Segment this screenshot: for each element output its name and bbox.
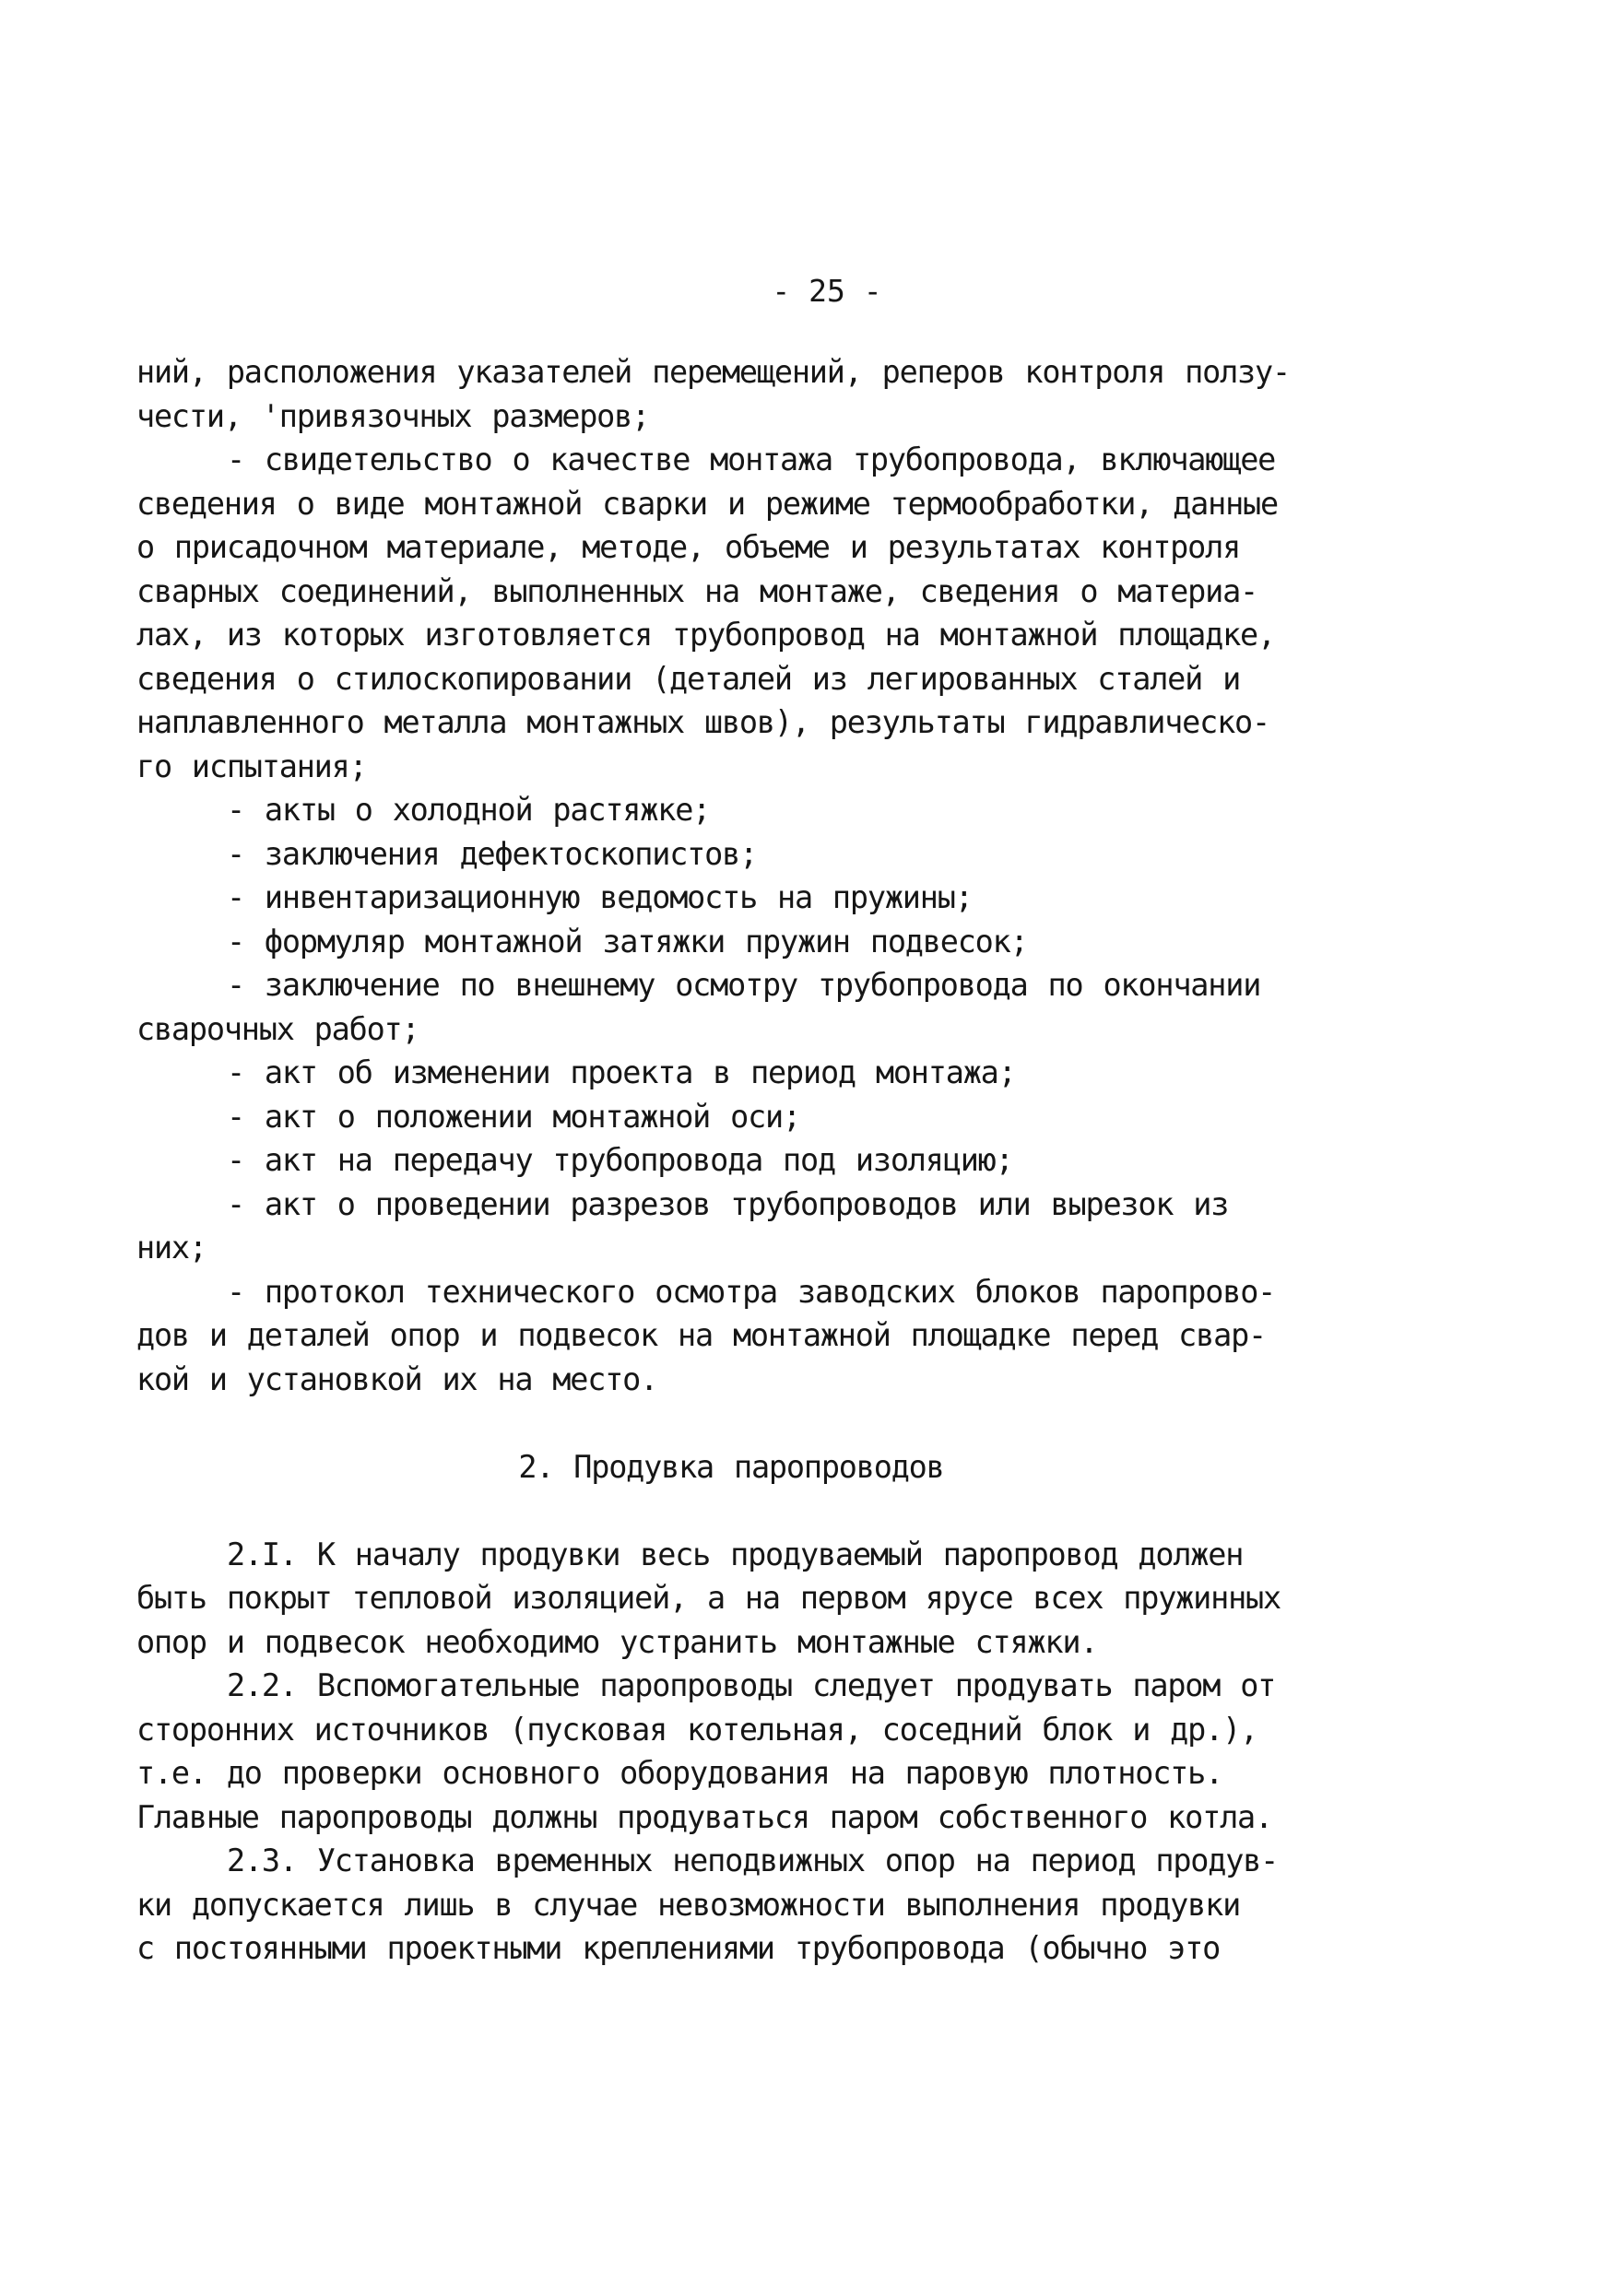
text-line: ний, расположения указателей перемещений, реперов контроля ползу-: [136, 354, 1290, 390]
list-item: - инвентаризационную ведомость на пружины;: [227, 879, 973, 915]
list-item: - формуляр монтажной затяжки пружин подвесок;: [227, 923, 1028, 960]
text-line: лах, из которых изготовляется трубопровод на монтажной площадке,: [136, 617, 1275, 653]
list-item: - заключения дефектоскопистов;: [227, 835, 758, 872]
list-item: - акт об изменении проекта в период монтажа;: [227, 1054, 1016, 1090]
paragraph-line: быть покрыт тепловой изоляцией, а на первом ярусе всех пружинных: [136, 1580, 1281, 1616]
text-line: дов и деталей опор и подвесок на монтажной площадке перед свар-: [136, 1317, 1267, 1353]
list-item: - свидетельство о качестве монтажа трубопровода, включающее: [227, 442, 1276, 477]
section-heading: 2. Продувка паропроводов: [518, 1448, 944, 1485]
text-line: сварных соединений, выполненных на монтаже, сведения о материа-: [136, 572, 1258, 609]
text-line: чести, 'привязочных размеров;: [136, 397, 650, 434]
paragraph-line: 2.3. Установка временных неподвижных опор на период продув-: [227, 1843, 1279, 1878]
page-number: - 25 -: [772, 273, 882, 309]
paragraph-line: ки допускается лишь в случае невозможности выполнения продувки: [136, 1886, 1241, 1923]
paragraph-line: 2.I. К началу продувки весь продуваемый паропровод должен: [227, 1536, 1244, 1572]
body-text: [136, 350, 1307, 1971]
list-item: - акт о положении монтажной оси;: [227, 1098, 800, 1135]
spacer: [136, 1401, 1307, 1445]
text-line: о присадочном материале, методе, объеме и результатах контроля: [136, 529, 1241, 565]
paragraph-line: опор и подвесок необходимо устранить монтажные стяжки.: [136, 1623, 1098, 1660]
list-item: - заключение по внешнему осмотру трубопровода по окончании: [227, 967, 1261, 1003]
text-line: сведения о виде монтажной сварки и режиме термообработки, данные: [136, 485, 1278, 522]
paragraph-line: с постоянными проектными креплениями трубопровода (обычно это: [136, 1930, 1221, 1966]
list-item: - протокол технического осмотра заводских блоков паропрово-: [227, 1273, 1276, 1310]
paragraph-line: сторонних источников (пусковая котельная, соседний блок и др.),: [136, 1711, 1258, 1748]
text-line: кой и установкой их на место.: [136, 1360, 658, 1397]
text-line: них;: [136, 1230, 207, 1266]
text-line: сведения о стилоскопировании (деталей из легированных сталей и: [136, 660, 1241, 697]
text-line: наплавленного металла монтажных швов), результаты гидравлическо-: [136, 704, 1269, 740]
list-item: - акт о проведении разрезов трубопроводов или вырезок из: [227, 1185, 1229, 1222]
paragraph-line: т.е. до проверки основного оборудования на паровую плотность.: [136, 1755, 1223, 1791]
list-item: - акты о холодной растяжке;: [227, 792, 711, 828]
list-item: - акт на передачу трубопровода под изоляцию;: [227, 1142, 1013, 1178]
spacer: [136, 1489, 1307, 1533]
paragraph-line: Главные паропроводы должны продуваться паром собственного котла.: [136, 1798, 1272, 1835]
paragraph-line: 2.2. Вспомогательные паропроводы следует продувать паром от: [227, 1667, 1276, 1703]
text-line: го испытания;: [136, 748, 367, 784]
text-line: сварочных работ;: [136, 1010, 419, 1047]
